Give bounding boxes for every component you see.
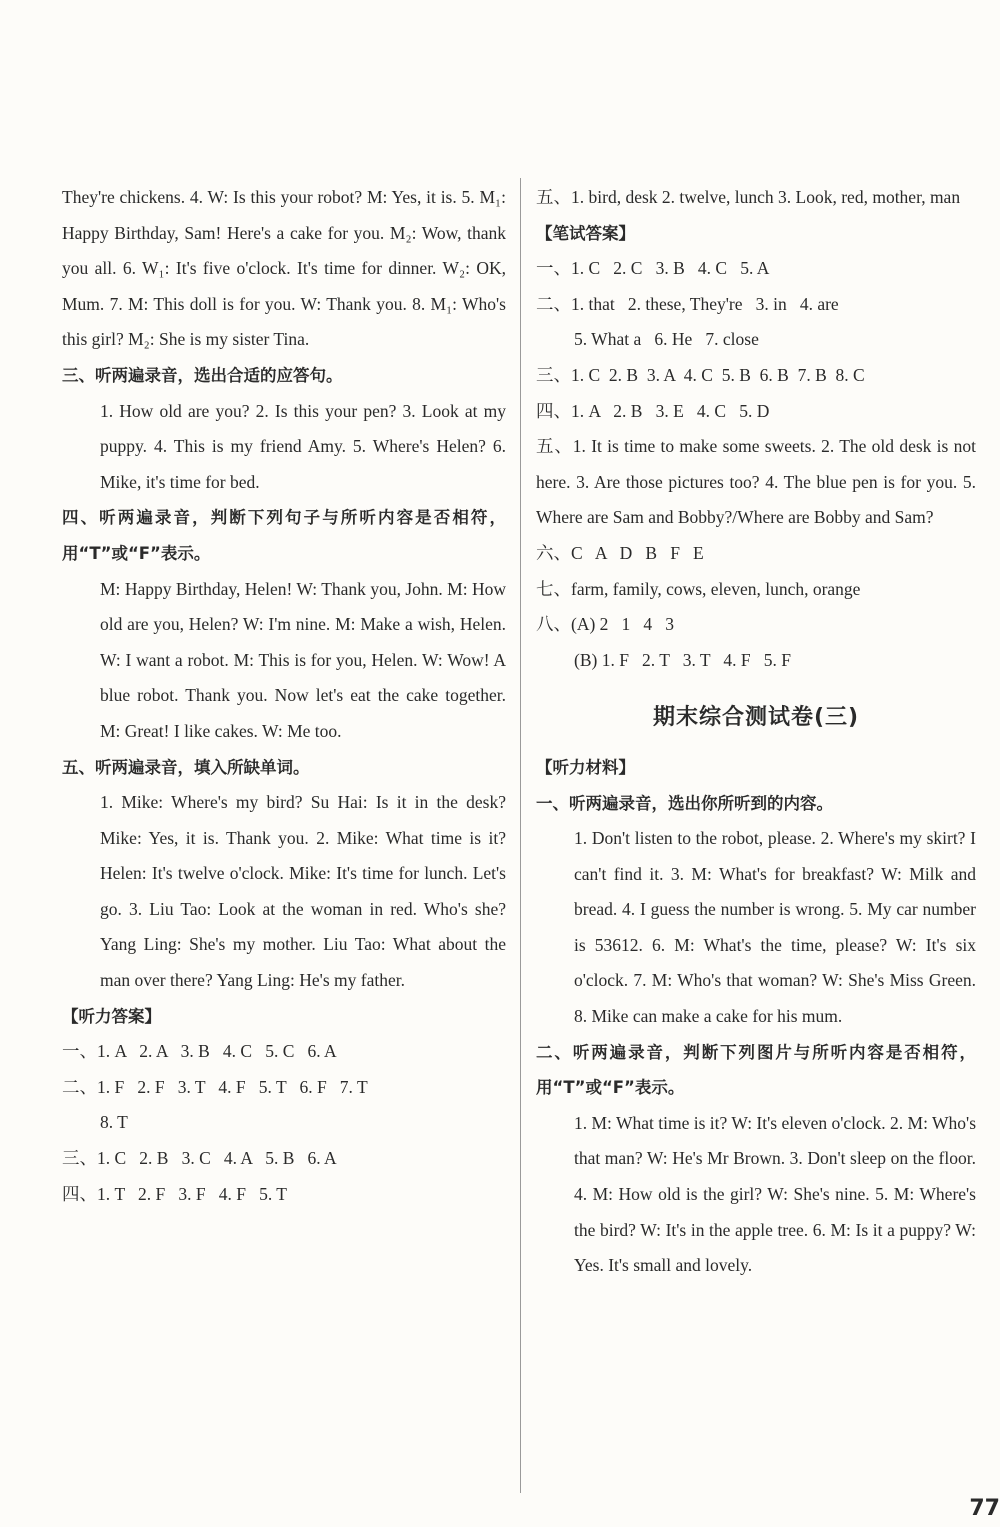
written-answers-title: 【笔试答案】: [536, 223, 635, 243]
section-3-title: 三、听两遍录音，选出合适的应答句。: [62, 365, 343, 385]
listening-answers-title: 【听力答案】: [62, 1006, 161, 1026]
column-divider: [520, 178, 521, 1493]
written-answer-8b: (B) 1. F 2. T 3. T 4. F 5. F: [574, 649, 792, 670]
written-answers: [536, 251, 976, 429]
left-column: [62, 180, 506, 1212]
part-1-title: 一、听两遍录音，选出你所听到的内容。: [536, 793, 833, 813]
answer-line: 四、1. T 2. F 3. F 4. F 5. T: [62, 1183, 287, 1204]
answer-line: 二、1. F 2. F 3. T 4. F 5. T 6. F 7. T: [62, 1076, 368, 1097]
written-answer-8a: 八、(A) 2 1 4 3: [536, 614, 675, 635]
answer-line: 三、1. C 2. B 3. A 4. C 5. B 6. B 7. B 8. C: [536, 364, 865, 385]
answer-line: 三、1. C 2. B 3. C 4. A 5. B 6. A: [62, 1148, 337, 1169]
section-4-body: M: Happy Birthday, Helen! W: Thank you, John. M: How old are you, Helen? W: I'm nine. M: Make a wish, Helen. W: I want a robot. M: This is for you, Helen. W: Wow! A blue robot. Thank you. Now let's eat the cake together. M: Great! I like cakes. W: Me too.: [100, 578, 506, 741]
written-answer-5: 五、1. It is time to make some sweets. 2. The old desk is not here. 3. Are those pictures too? 4. The blue pen is for you. 5. Where are Sam and Bobby?/Where are Bobby and Sam?: [536, 436, 976, 528]
test-title: 期末综合测试卷(三): [652, 705, 860, 731]
part-1-body: 1. Don't listen to the robot, please. 2. Where's my skirt? I can't find it. 3. M: What's for breakfast? W: Milk and bread. 4. I guess the number is wrong. 5. My car number is 53612. 6. M: What's the time, please? W: It's six o'clock. 7. M: Who's that woman? W: She's Miss Green. 8. Mike can make a cake for his mum.: [574, 828, 976, 1027]
written-answer-7: 七、farm, family, cows, eleven, lunch, orange: [536, 578, 861, 599]
answer-line: 二、1. that 2. these, They're 3. in 4. are: [536, 293, 839, 314]
part-2-title: 二、听两遍录音，判断下列图片与所听内容是否相符，用“T”或“F”表示。: [536, 1042, 976, 1098]
section-5-title: 五、听两遍录音，填入所缺单词。: [62, 757, 310, 777]
section-4-title: 四、听两遍录音，判断下列句子与所听内容是否相符，用“T”或“F”表示。: [62, 508, 506, 563]
written-answer-6: 六、C A D B F E: [536, 542, 704, 563]
answer-line: 8. T: [100, 1112, 128, 1133]
answer-line: 一、1. C 2. C 3. B 4. C 5. A: [536, 258, 770, 279]
section-5-body: 1. Mike: Where's my bird? Su Hai: Is it in the desk? Mike: Yes, it is. Thank you. 2. Mike: What time is it? Helen: It's twelve o'clock. Mike: It's time for lunch. Let's go. 3. Liu Tao: Look at the woman in red. Who's she? Yang Ling: She's my mother. Liu Tao: What about the man over there? Yang Ling: He's my father.: [100, 792, 506, 991]
listening-material-title: 【听力材料】: [536, 757, 635, 777]
section-3-body: 1. How old are you? 2. Is this your pen? 3. Look at my puppy. 4. This is my friend Amy. 5. Where's Helen? 6. Mike, it's time for bed.: [100, 400, 506, 492]
page-number: 77: [969, 1496, 1000, 1521]
answer-line: 5. What a 6. He 7. close: [574, 329, 759, 350]
continued-listening-text: They're chickens. 4. W: Is this your robot? M: Yes, it is. 5. M₁: Happy Birthday, Sam! Here's a cake for you. M₂: Wow, thank you all. 6. W₁: It's five o'clock. It's time for dinner. W₂: OK, Mum. 7. M: This doll is for you. W: Thank you. 8. M₁: Who's this girl? M₂: She is my sister Tina.: [62, 187, 506, 350]
section-5-answers: 五、1. bird, desk 2. twelve, lunch 3. Look, red, mother, man: [536, 187, 961, 207]
listening-answers: [62, 1034, 506, 1212]
right-column: [536, 180, 976, 1284]
answer-line: 一、1. A 2. A 3. B 4. C 5. C 6. A: [62, 1041, 337, 1062]
part-2-body: 1. M: What time is it? W: It's eleven o'clock. 2. M: Who's that man? W: He's Mr Brown. 3. Don't sleep on the floor. 4. M: How old is the girl? W: She's nine. 5. M: Where's the bird? W: It's in the apple tree. 6. M: Is it a puppy? W: Yes. It's small and lovely.: [574, 1112, 977, 1276]
answer-line: 四、1. A 2. B 3. E 4. C 5. D: [536, 400, 770, 421]
